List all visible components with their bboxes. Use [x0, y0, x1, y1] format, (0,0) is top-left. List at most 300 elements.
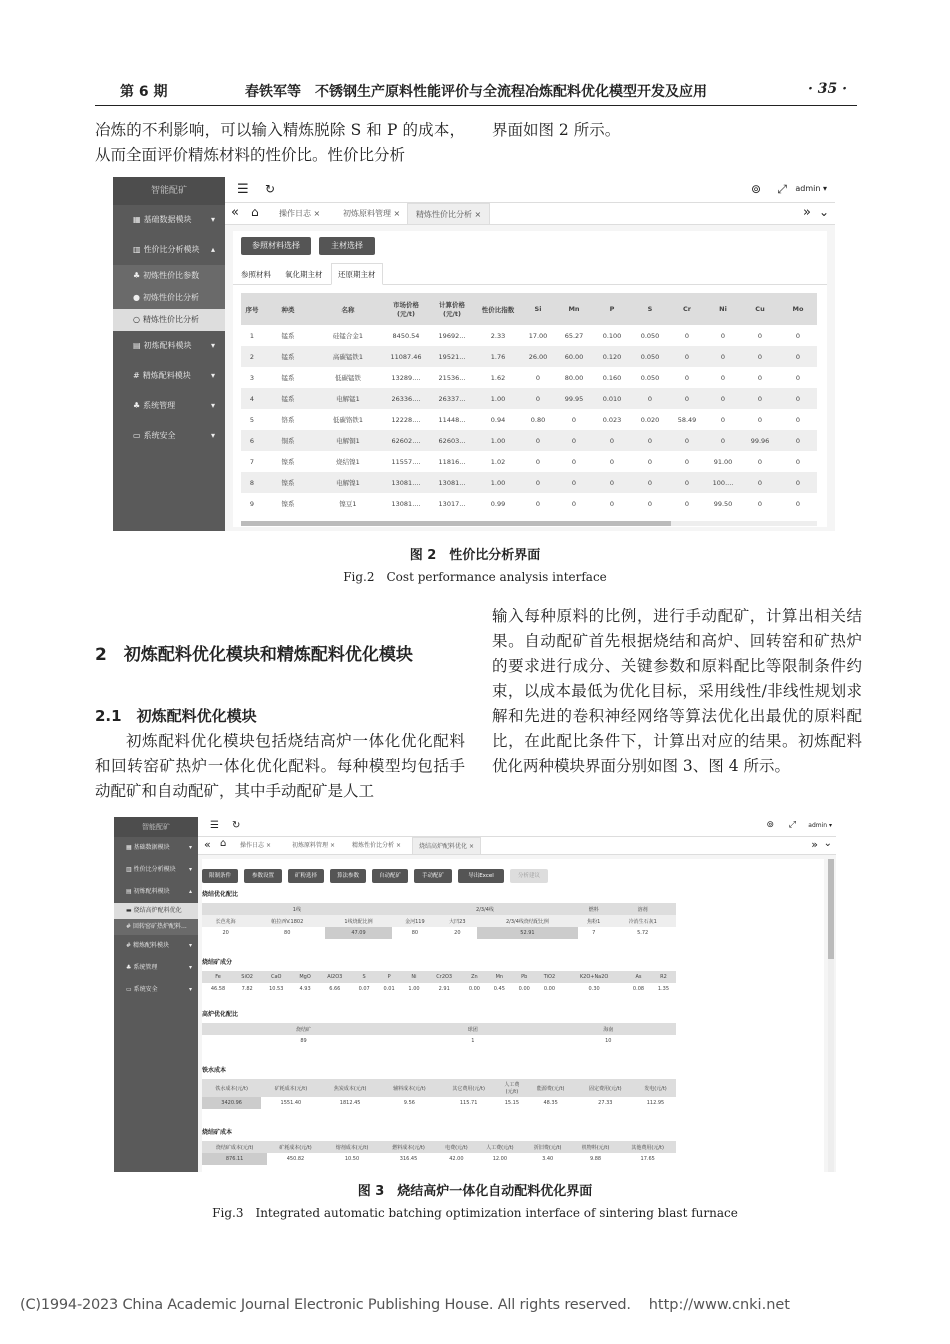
table-cell: 0 [647, 478, 653, 487]
sidebar [114, 817, 198, 1172]
table-row [202, 927, 676, 939]
tab-dropdown-icon[interactable]: ⌄ [818, 205, 829, 219]
table-cell: 0 [535, 478, 541, 487]
table-cell[interactable]: 7 [592, 930, 596, 936]
figure-3-caption-en: Fig.3 Integrated automatic batching optimization interface of sintering blast furnace [212, 1206, 738, 1220]
column-header[interactable]: Cr [683, 305, 691, 313]
column-header: 发电(元/t) [644, 1085, 667, 1092]
table-cell: 硅锰合金1 [332, 332, 364, 340]
figure-2-caption-en: Fig.2 Cost performance analysis interface [343, 570, 607, 584]
table-cell: 1.00 [490, 478, 506, 487]
table-row[interactable] [241, 367, 817, 388]
table-cell[interactable]: 0.07 [358, 986, 370, 992]
group-header: 燃料 [588, 906, 599, 913]
table-cell[interactable]: 0.00 [543, 986, 556, 992]
figure-3-screenshot [114, 817, 836, 1172]
column-header[interactable]: 名称 [341, 305, 355, 314]
table-cell[interactable]: 17.65 [640, 1156, 655, 1162]
column-header: 冷消生石灰1 [628, 918, 657, 925]
main-material-button[interactable]: 主材选择 [319, 237, 375, 255]
table-cell[interactable]: 46.58 [210, 986, 226, 992]
column-header[interactable]: Si [534, 305, 542, 313]
table-row[interactable] [241, 409, 817, 430]
table-cell: 21536... [438, 373, 466, 382]
table-cell[interactable]: 10.53 [269, 986, 284, 992]
column-header: 其他费用(元/t) [631, 1144, 664, 1151]
menu-icon: ● [133, 293, 140, 302]
tab-scroll-left-icon[interactable]: « [231, 205, 239, 220]
column-header: 人工费 (元/t) [504, 1082, 520, 1095]
sidebar-item-label: 基础数据模块 [143, 215, 192, 224]
table-cell: 0.80 [530, 415, 546, 424]
table-cell[interactable]: 20 [454, 930, 461, 936]
table-cell: 47.09 [325, 927, 392, 939]
user-menu[interactable]: admin ▾ [795, 184, 827, 193]
column-header[interactable]: 种类 [281, 305, 295, 314]
sidebar-item[interactable] [113, 361, 225, 391]
sidebar-item[interactable] [113, 235, 225, 265]
close-icon[interactable]: × [395, 842, 401, 849]
section-title: 高炉优化配比 [202, 1011, 239, 1018]
table-cell: 锰系 [281, 353, 295, 361]
section-title: 烧结矿成分 [202, 959, 233, 966]
column-header: As [635, 974, 642, 980]
group-header-row [202, 903, 676, 915]
menu-icon: # [126, 923, 132, 930]
table-cell[interactable]: 3.40 [542, 1156, 554, 1162]
table-cell: 13081.... [391, 499, 421, 508]
table-row[interactable] [241, 388, 817, 409]
close-icon[interactable]: × [393, 209, 401, 218]
table-cell: 高碳锰铁1 [332, 353, 364, 361]
sidebar-item[interactable] [114, 859, 198, 881]
figure-2-screenshot [113, 177, 835, 531]
menu-toggle-icon[interactable]: ☰ [237, 182, 249, 197]
settings-icon[interactable]: ⊚ [750, 182, 761, 196]
chevron-icon: ▾ [188, 866, 192, 873]
toolbar-button[interactable]: 限制条件 [202, 869, 238, 883]
column-header: 金河119 [405, 918, 425, 925]
tab-sinter-bf-optimization[interactable] [412, 837, 481, 855]
table-cell[interactable]: 89 [300, 1038, 307, 1044]
column-header: 2/3/4线烧结配比例 [505, 918, 549, 925]
table-cell[interactable]: 10.50 [344, 1156, 360, 1162]
column-header[interactable]: 序号 [245, 305, 259, 314]
column-header[interactable]: 市场价格 (元/t) [393, 301, 419, 318]
paragraph-mid-left: 初炼配料优化模块包括烧结高炉一体化优化配料和回转窑矿热炉一体化优化配料。每种模型均包括手动配矿和自动配矿，其中手动配矿是人工 [95, 732, 465, 800]
tab-label: 操作日志 [240, 842, 265, 849]
sidebar-item-label: 系统管理 [143, 401, 176, 410]
cost-performance-table [241, 293, 817, 514]
table-cell: 0.120 [602, 352, 622, 361]
sidebar-item-label: 系统管理 [133, 964, 158, 971]
table-cell[interactable]: 15.15 [504, 1100, 520, 1106]
table-row[interactable] [241, 325, 817, 346]
table-cell[interactable]: 80 [411, 930, 419, 936]
sidebar-item-label: 初炼性价比分析 [142, 293, 199, 302]
table-cell: 0 [757, 415, 763, 424]
tab-operation-log[interactable] [273, 203, 326, 225]
table-cell: 62603... [438, 436, 466, 445]
column-header: SiO2 [241, 974, 253, 980]
horizontal-scrollbar[interactable] [241, 521, 817, 526]
table-cell: 9 [249, 499, 255, 508]
chevron-icon: ▾ [210, 215, 215, 224]
close-icon[interactable]: × [265, 842, 271, 849]
table-header-row [202, 915, 676, 927]
paragraph-top-right: 界面如图 2 所示。 [492, 121, 621, 139]
sidebar-item-label: 基础数据模块 [133, 844, 170, 851]
table-cell: 0 [757, 499, 763, 508]
table-cell: 0 [684, 331, 690, 340]
table-cell[interactable]: 0.00 [518, 986, 530, 992]
sidebar-item-label: 性价比分析模块 [143, 245, 200, 254]
column-header[interactable]: Ni [719, 305, 727, 313]
tab-raw-material[interactable] [337, 203, 406, 225]
table-row [202, 983, 676, 995]
menu-icon: ▤ [126, 888, 132, 895]
sidebar-item[interactable] [114, 935, 198, 957]
tab-dropdown-icon[interactable]: ⌄ [823, 838, 832, 849]
data-table [202, 1079, 676, 1109]
tab-cost-analysis[interactable] [348, 837, 405, 855]
table-cell: 0 [684, 352, 690, 361]
column-header[interactable]: S [647, 305, 653, 313]
column-header: 机物料(元/t) [581, 1144, 610, 1151]
sidebar-item[interactable] [114, 979, 198, 1001]
column-header[interactable]: 计算价格 (元/t) [439, 301, 465, 318]
table-row [202, 1035, 676, 1047]
subtab-oxidation[interactable]: 氧化期主材 [285, 270, 323, 279]
table-cell: 1.76 [490, 352, 506, 361]
sidebar-item-label: 精炼性价比分析 [142, 315, 199, 324]
table-cell: 0 [647, 394, 653, 403]
table-cell: 0 [720, 415, 726, 424]
toolbar-button[interactable]: 自动配矿 [372, 869, 408, 883]
table-cell: 镍豆1 [339, 500, 357, 508]
table-cell: 11087.46 [390, 352, 422, 361]
table-cell[interactable]: 27.33 [598, 1100, 613, 1106]
column-header[interactable]: P [609, 305, 615, 313]
table-cell[interactable]: 316.45 [399, 1156, 418, 1162]
column-header: Cr2O3 [436, 974, 453, 980]
menu-icon: ▤ [133, 341, 141, 350]
table-cell: 26336.... [391, 394, 421, 403]
sidebar-item[interactable] [114, 837, 198, 859]
table-cell: 0 [795, 436, 801, 445]
table-cell: 2.33 [490, 331, 506, 340]
refresh-icon[interactable]: ↻ [232, 820, 241, 831]
tab-cost-analysis[interactable] [407, 203, 490, 225]
table-cell: 7 [249, 457, 255, 466]
sidebar-item[interactable] [113, 287, 225, 309]
sidebar-item[interactable] [114, 881, 198, 903]
table-cell: 0 [647, 436, 653, 445]
paragraph-top-left: 冶炼的不利影响，可以输入精炼脱除 S 和 P 的成本，从而全面评价精炼材料的性价比。性价比分析 [95, 121, 465, 164]
tab-raw-material[interactable] [288, 837, 339, 855]
table-cell[interactable]: 9.56 [403, 1100, 415, 1106]
sidebar-item[interactable] [114, 903, 198, 919]
subtab-reference[interactable]: 参照材料 [241, 270, 271, 279]
table-cell: 0 [757, 331, 763, 340]
sidebar-item[interactable] [114, 919, 198, 935]
table-cell: 876.11 [202, 1153, 267, 1165]
table-cell: 铜系 [281, 437, 295, 445]
table-cell: 0 [571, 436, 577, 445]
toolbar-button[interactable]: 矿粉选择 [288, 869, 324, 883]
data-table [202, 971, 676, 995]
table-cell: 0 [684, 478, 690, 487]
settings-icon[interactable]: ⊚ [766, 820, 774, 830]
table-cell: 0 [795, 478, 801, 487]
column-header: R2 [660, 974, 667, 980]
toolbar-button[interactable]: 手动配矿 [414, 869, 452, 883]
column-header: 固定费用(元/t) [589, 1085, 622, 1092]
table-cell[interactable]: 0.00 [468, 986, 480, 992]
chevron-icon: ▾ [188, 942, 192, 949]
chevron-icon: ▾ [188, 844, 192, 851]
sidebar-item-label: 精炼配料模块 [142, 371, 191, 380]
sidebar-item-label: 初炼性价比参数 [143, 271, 200, 280]
table-cell: 0 [684, 394, 690, 403]
table-row[interactable] [241, 472, 817, 493]
table-header-row [202, 1079, 676, 1097]
table-cell[interactable]: 48.35 [543, 1100, 558, 1106]
table-cell: 1.62 [490, 373, 506, 382]
subtab-reduction[interactable]: 还原期主材 [331, 263, 383, 285]
column-header: 烧结矿 [296, 1026, 312, 1033]
table-cell: 99.50 [713, 499, 733, 508]
table-cell: 91.00 [713, 457, 733, 466]
table-cell[interactable]: 1 [471, 1038, 475, 1044]
section-title: 烧结优化配比 [202, 891, 239, 898]
table-cell: 0 [757, 373, 763, 382]
home-icon[interactable]: ⌂ [251, 205, 259, 219]
table-cell[interactable]: 5.72 [637, 930, 649, 936]
menu-icon: ♣ [133, 271, 141, 280]
reference-material-button[interactable]: 参照材料选择 [241, 237, 311, 255]
table-cell[interactable]: 12.00 [492, 1156, 508, 1162]
toolbar-button[interactable]: 导出Excel [458, 869, 504, 883]
table-header-row [202, 971, 676, 983]
table-cell[interactable]: 0.45 [493, 986, 505, 992]
fullscreen-icon[interactable]: ⤢ [788, 820, 796, 830]
tab-scroll-right-icon[interactable]: » [811, 838, 818, 851]
table-cell: 26337... [438, 394, 466, 403]
table-cell: 8450.54 [392, 331, 420, 340]
table-cell: 0 [535, 394, 541, 403]
sidebar-item[interactable] [113, 309, 225, 331]
table-cell[interactable]: 0.30 [588, 986, 600, 992]
table-cell[interactable]: 9.88 [589, 1156, 602, 1162]
column-header: 大凹23 [449, 918, 466, 925]
sidebar-item-label: 回转窑矿热炉配料... [133, 923, 187, 930]
table-cell[interactable]: 2.91 [438, 986, 450, 992]
table-cell: 0 [609, 499, 615, 508]
table-cell: 52.91 [477, 927, 578, 939]
close-icon[interactable]: × [468, 843, 474, 850]
column-header: 矿耗成本(元/t) [274, 1085, 308, 1092]
table-cell[interactable]: 115.71 [459, 1100, 478, 1106]
column-header[interactable]: Mn [568, 305, 580, 313]
table-cell: 0 [571, 478, 577, 487]
table-header-row [241, 293, 817, 325]
tab-bar [198, 837, 836, 855]
menu-toggle-icon[interactable]: ☰ [210, 820, 219, 831]
column-header: S [362, 974, 366, 980]
data-table [202, 1141, 676, 1165]
tab-label: 精炼性价比分析 [416, 210, 472, 219]
column-header[interactable]: 性价比指数 [481, 305, 515, 314]
table-row[interactable] [241, 493, 817, 514]
copyright-footer: (C)1994-2023 China Academic Journal Electronic Publishing House. All rights reserved. [20, 1297, 631, 1313]
table-cell: 2 [249, 352, 255, 361]
table-cell: 低碳铬铁1 [332, 416, 364, 424]
table-cell: 0 [795, 373, 801, 382]
table-cell: 0.050 [640, 331, 660, 340]
app-logo: 智能配矿 [114, 817, 198, 837]
table-cell: 0 [720, 394, 726, 403]
menu-icon: ▦ [133, 215, 141, 224]
article-title: 春铁军等 不锈钢生产原料性能评价与全流程冶炼配料优化模型开发及应用 [245, 84, 707, 100]
table-cell: 0.010 [602, 394, 622, 403]
group-header: 2/3/4线 [476, 906, 494, 913]
vertical-scrollbar[interactable] [828, 859, 834, 1172]
column-header[interactable]: Mo [792, 305, 804, 313]
table-cell: 0 [795, 415, 801, 424]
menu-icon: ○ [133, 315, 140, 324]
column-header: CaO [271, 974, 282, 980]
close-icon[interactable]: × [474, 210, 482, 219]
table-cell[interactable]: 1.00 [408, 986, 420, 992]
column-header: Zn [471, 974, 478, 980]
sidebar-item[interactable] [113, 391, 225, 421]
sub-tabs [233, 263, 827, 285]
table-cell[interactable]: 6.66 [329, 986, 341, 992]
table-cell[interactable]: 20 [222, 930, 229, 936]
table-cell: 5 [249, 415, 255, 424]
column-header: P [387, 974, 391, 980]
menu-icon: ▥ [126, 866, 132, 873]
table-cell: 1 [249, 331, 255, 340]
toolbar-button[interactable]: 算法参数 [330, 869, 366, 883]
table-cell: 0 [795, 457, 801, 466]
table-cell[interactable]: 0.08 [632, 986, 645, 992]
column-header: 球团 [467, 1026, 478, 1033]
table-row[interactable] [241, 346, 817, 367]
issue-number: 第 6 期 [120, 84, 168, 100]
sidebar-item[interactable] [113, 421, 225, 451]
table-cell: 3 [249, 373, 255, 382]
column-header: 长芭兆海 [215, 918, 236, 925]
table-row[interactable] [241, 430, 817, 451]
table-cell[interactable]: 80 [284, 930, 291, 936]
tab-label: 初炼原料管理 [343, 209, 391, 218]
refresh-icon[interactable]: ↻ [265, 182, 276, 196]
table-cell: 0 [720, 352, 726, 361]
table-cell: 4 [249, 394, 255, 403]
table-cell[interactable]: 42.00 [449, 1156, 464, 1162]
sidebar-item[interactable] [113, 205, 225, 235]
table-cell[interactable]: 1812.45 [339, 1100, 361, 1106]
toolbar-button[interactable]: 参数设置 [244, 869, 282, 883]
table-cell: 烧结镍1 [336, 458, 360, 466]
column-header[interactable]: Cu [755, 305, 765, 313]
table-cell[interactable]: 1.35 [657, 986, 670, 992]
sidebar [113, 177, 225, 531]
home-icon[interactable]: ⌂ [220, 838, 227, 849]
table-cell: 0 [684, 373, 690, 382]
table-cell[interactable]: 1551.40 [280, 1100, 302, 1106]
column-header: 折旧费(元/t) [533, 1144, 562, 1151]
table-row[interactable] [241, 451, 817, 472]
column-header: 焦粉1 [587, 918, 601, 925]
table-cell[interactable]: 4.93 [299, 986, 311, 992]
table-cell: 锰系 [281, 332, 295, 340]
tab-scroll-left-icon[interactable]: « [204, 838, 211, 851]
table-cell: 11448... [438, 415, 466, 424]
sidebar-item[interactable] [113, 331, 225, 361]
table-cell[interactable]: 0.01 [383, 986, 395, 992]
table-cell: 0.023 [602, 415, 622, 424]
table-cell: 3420.96 [202, 1097, 261, 1109]
table-cell[interactable]: 7.82 [241, 986, 253, 992]
running-header [95, 78, 857, 106]
sidebar-item[interactable] [113, 265, 225, 287]
table-cell: 26.00 [528, 352, 548, 361]
toolbar-button[interactable]: 分析建议 [510, 869, 548, 883]
tab-operation-log[interactable] [236, 837, 275, 855]
table-cell: 0 [535, 436, 541, 445]
column-header: Ni [411, 974, 417, 980]
table-cell: 8 [249, 478, 255, 487]
table-cell: 1.02 [490, 457, 506, 466]
chevron-icon: ▴ [210, 245, 215, 254]
sidebar-item[interactable] [114, 957, 198, 979]
tab-label: 精炼性价比分析 [352, 842, 395, 849]
user-menu[interactable]: admin ▾ [808, 822, 832, 829]
chevron-icon: ▾ [188, 964, 192, 971]
table-cell: 11557.... [391, 457, 421, 466]
table-cell: 0.94 [490, 415, 506, 424]
chevron-icon: ▾ [210, 401, 215, 410]
close-icon[interactable]: × [329, 842, 335, 849]
fullscreen-icon[interactable]: ⤢ [777, 182, 787, 196]
table-cell[interactable]: 450.82 [286, 1156, 305, 1162]
column-header: MgO [299, 974, 311, 980]
table-cell: 6 [249, 436, 255, 445]
close-icon[interactable]: × [313, 209, 321, 218]
menu-icon: # [133, 371, 140, 380]
tab-label: 初炼原料管理 [292, 842, 329, 849]
table-cell: 0 [757, 478, 763, 487]
table-cell: 0 [535, 373, 541, 382]
table-cell: 0 [571, 499, 577, 508]
chevron-icon: ▾ [210, 341, 215, 350]
table-cell: 19692... [438, 331, 466, 340]
table-cell[interactable]: 10 [605, 1038, 612, 1044]
table-cell: 0 [609, 457, 615, 466]
column-header: 烧结矿成本(元/t) [215, 1144, 254, 1151]
tab-scroll-right-icon[interactable]: » [803, 205, 811, 220]
table-cell: 电解镍1 [336, 479, 360, 487]
column-header: 焦炭成本(元/t) [333, 1085, 367, 1092]
table-cell: 0 [795, 394, 801, 403]
column-header: 其它费用(元/t) [452, 1085, 485, 1092]
tab-bar [225, 203, 835, 225]
app-logo: 智能配矿 [113, 177, 225, 205]
table-cell[interactable]: 112.95 [646, 1100, 665, 1106]
